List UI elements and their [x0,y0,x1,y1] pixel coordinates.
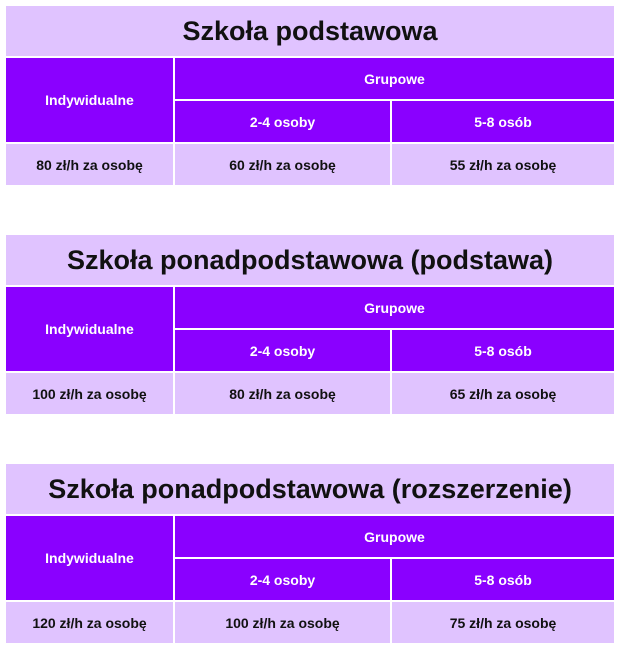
individual-header: Indywidualne [6,287,173,371]
group-large-header: 5-8 osób [392,101,614,142]
group-large-header: 5-8 osób [392,559,614,600]
pricing-table-secondary-extended [4,462,616,645]
individual-header: Indywidualne [6,58,173,142]
group-large-price: 65 zł/h za osobę [392,373,614,414]
group-small-header: 2-4 osoby [175,101,390,142]
group-small-header: 2-4 osoby [175,330,390,371]
pricing-table-primary-school [4,4,616,187]
group-large-header: 5-8 osób [392,330,614,371]
table-title: Szkoła podstawowa [6,6,614,56]
group-small-price: 60 zł/h za osobę [175,144,390,185]
pricing-table-secondary-basic [4,233,616,416]
group-small-header: 2-4 osoby [175,559,390,600]
group-large-price: 75 zł/h za osobę [392,602,614,643]
individual-price: 100 zł/h za osobę [6,373,173,414]
group-small-price: 80 zł/h za osobę [175,373,390,414]
individual-price: 120 zł/h za osobę [6,602,173,643]
group-small-price: 100 zł/h za osobę [175,602,390,643]
table-title: Szkoła ponadpodstawowa (rozszerzenie) [6,464,614,514]
individual-header: Indywidualne [6,516,173,600]
table-title: Szkoła ponadpodstawowa (podstawa) [6,235,614,285]
group-header: Grupowe [175,58,614,99]
group-header: Grupowe [175,516,614,557]
group-large-price: 55 zł/h za osobę [392,144,614,185]
group-header: Grupowe [175,287,614,328]
individual-price: 80 zł/h za osobę [6,144,173,185]
